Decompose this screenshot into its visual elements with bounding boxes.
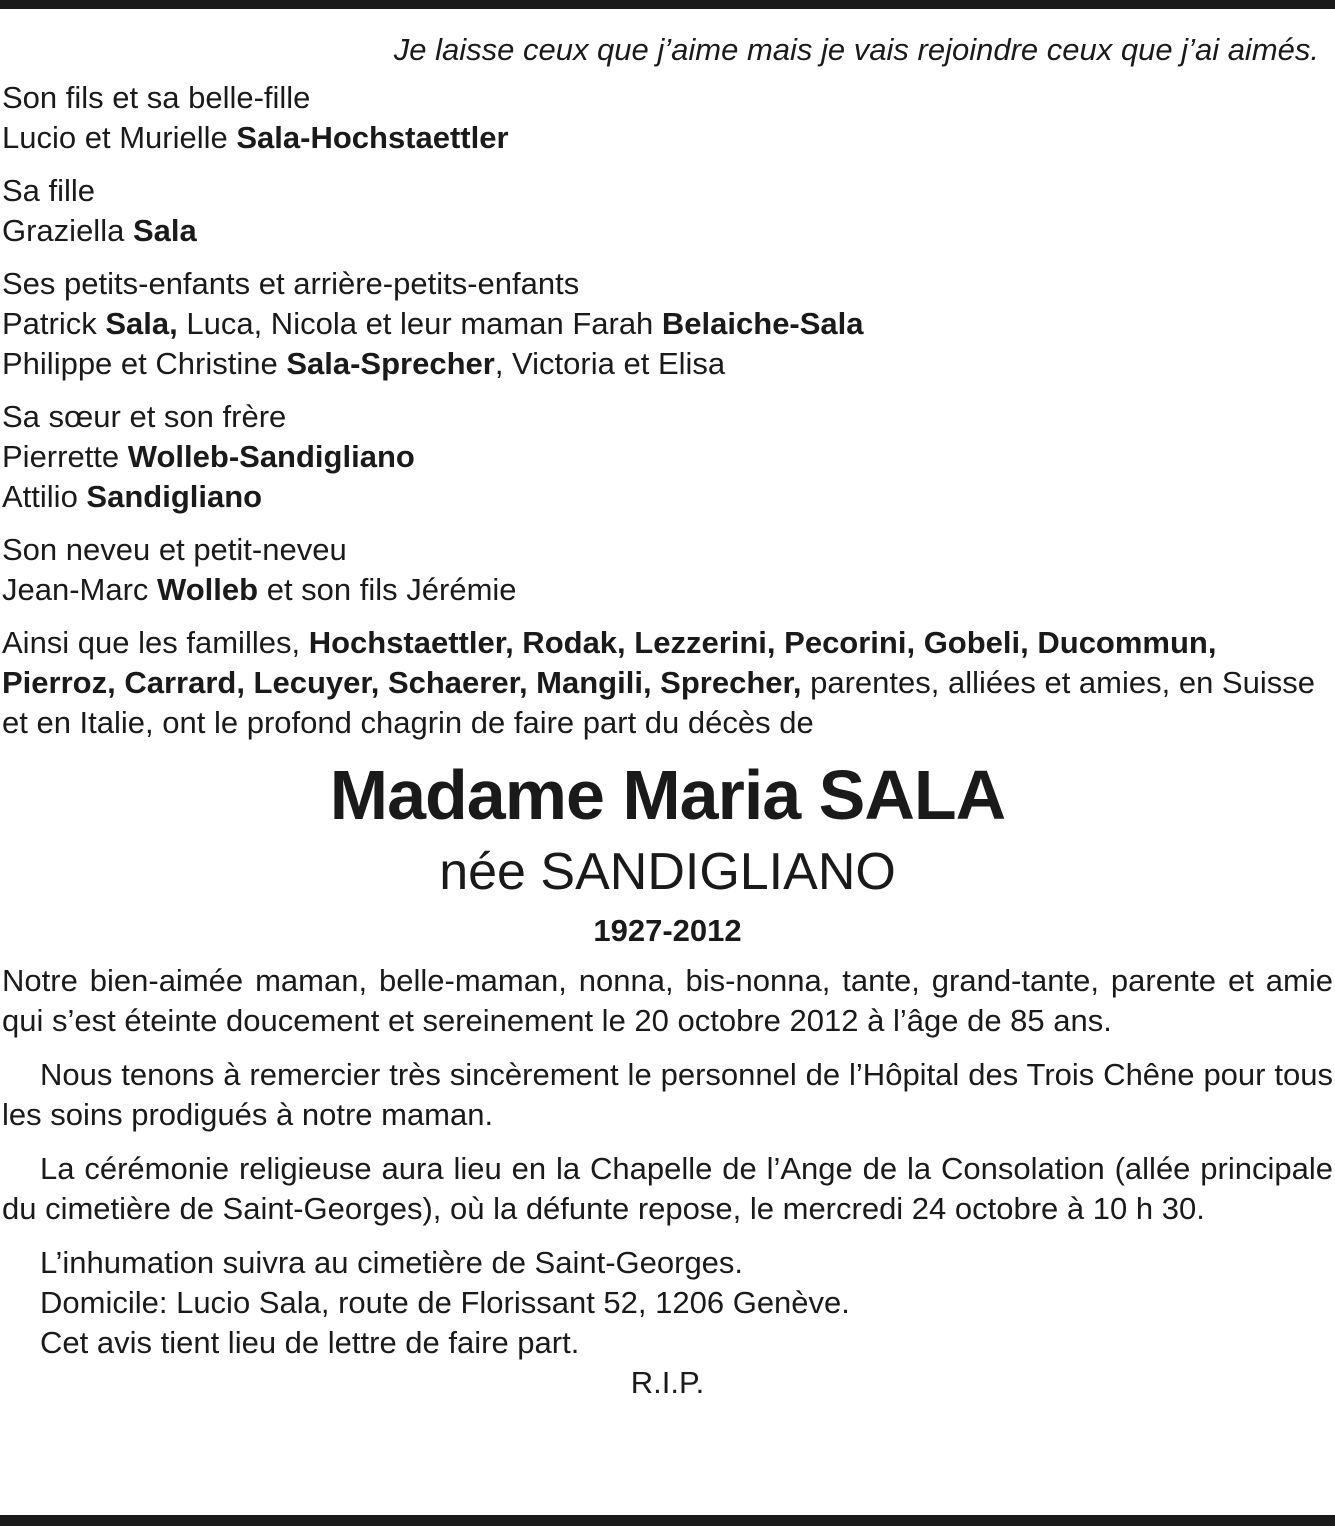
surname: Sala-Hochstaettler bbox=[236, 120, 509, 155]
family-line bbox=[2, 344, 1333, 384]
paragraph-tribute: Notre bien-aimée maman, belle-maman, nonna, bis-nonna, tante, grand-tante, parente et amie qui s’est éteinte doucement et sereinement le 20 octobre 2012 à l’âge de 85 ans. bbox=[2, 963, 1333, 1038]
group-grandchildren bbox=[2, 264, 1333, 384]
given-names: Lucio et Murielle bbox=[2, 120, 237, 155]
bottom-rule bbox=[0, 1515, 1335, 1526]
group-daughter bbox=[2, 171, 1333, 251]
life-years: 1927-2012 bbox=[593, 913, 742, 948]
surname: Belaiche-Sala bbox=[661, 306, 864, 341]
group-title: Sa fille bbox=[2, 173, 96, 208]
group-siblings bbox=[2, 397, 1333, 517]
given-names: Jean-Marc bbox=[2, 572, 158, 607]
address-line: Domicile: Lucio Sala, route de Florissant 52, 1206 Genève. bbox=[40, 1285, 850, 1320]
paragraph-ceremony: La cérémonie religieuse aura lieu en la Chapelle de l’Ange de la Consolation (allée principale du cimetière de Saint-Georges), où la défunte repose, le mercredi 24 octobre à 10 h 30. bbox=[2, 1151, 1333, 1226]
notice-line: Cet avis tient lieu de lettre de faire part. bbox=[40, 1325, 580, 1360]
family-line bbox=[2, 570, 1333, 610]
given-names: Patrick bbox=[2, 306, 106, 341]
deceased-name: Madame Maria SALA bbox=[329, 756, 1006, 834]
surname: Wolleb bbox=[157, 572, 259, 607]
closing-details bbox=[2, 1243, 1333, 1363]
surname: Sala bbox=[132, 213, 197, 248]
given-names: Attilio bbox=[2, 479, 87, 514]
group-son bbox=[2, 78, 1333, 158]
group-title: Sa sœur et son frère bbox=[2, 399, 287, 434]
group-nephew bbox=[2, 530, 1333, 610]
family-line bbox=[2, 477, 1333, 517]
burial-line: L’inhumation suivra au cimetière de Saint-Georges. bbox=[40, 1245, 744, 1280]
family-line bbox=[2, 304, 1333, 344]
surname: Wolleb-Sandigliano bbox=[127, 439, 415, 474]
family-line bbox=[2, 437, 1333, 477]
given-names: , Victoria et Elisa bbox=[494, 346, 726, 381]
surname: Sandigliano bbox=[86, 479, 263, 514]
group-title: Ses petits-enfants et arrière-petits-enfants bbox=[2, 266, 580, 301]
families-intro: Ainsi que les familles, bbox=[2, 625, 309, 660]
surname: Sala-Sprecher bbox=[286, 346, 495, 381]
families-paragraph bbox=[2, 623, 1333, 743]
given-names: et son fils Jérémie bbox=[258, 572, 517, 607]
group-title: Son neveu et petit-neveu bbox=[2, 532, 347, 567]
group-title: Son fils et sa belle-fille bbox=[2, 80, 311, 115]
maiden-name: née SANDIGLIANO bbox=[439, 843, 896, 901]
surname: Sala, bbox=[105, 306, 178, 341]
given-names: Philippe et Christine bbox=[2, 346, 287, 381]
epigraph: Je laisse ceux que j’aime mais je vais rejoindre ceux que j’ai aimés. bbox=[393, 32, 1319, 67]
given-names: Graziella bbox=[2, 213, 133, 248]
top-rule bbox=[0, 0, 1335, 9]
family-line bbox=[2, 118, 1333, 158]
family-line bbox=[2, 211, 1333, 251]
families-outro: parentes, alliées et amies, en Suisse et en Italie, ont le profond chagrin de faire part du décès de bbox=[2, 665, 1315, 740]
rip-text: R.I.P. bbox=[630, 1365, 705, 1400]
given-names: Pierrette bbox=[2, 439, 128, 474]
families-names: Hochstaettler, Rodak, Lezzerini, Pecorini, Gobeli, Ducommun, Pierroz, Carrard, Lecuyer, Schaerer, Mangili, Sprecher, bbox=[2, 625, 1217, 700]
given-names: Luca, Nicola et leur maman Farah bbox=[177, 306, 662, 341]
obituary-notice bbox=[2, 30, 1333, 1403]
paragraph-thanks: Nous tenons à remercier très sincèrement le personnel de l’Hôpital des Trois Chêne pour tous les soins prodigués à notre maman. bbox=[2, 1057, 1333, 1132]
